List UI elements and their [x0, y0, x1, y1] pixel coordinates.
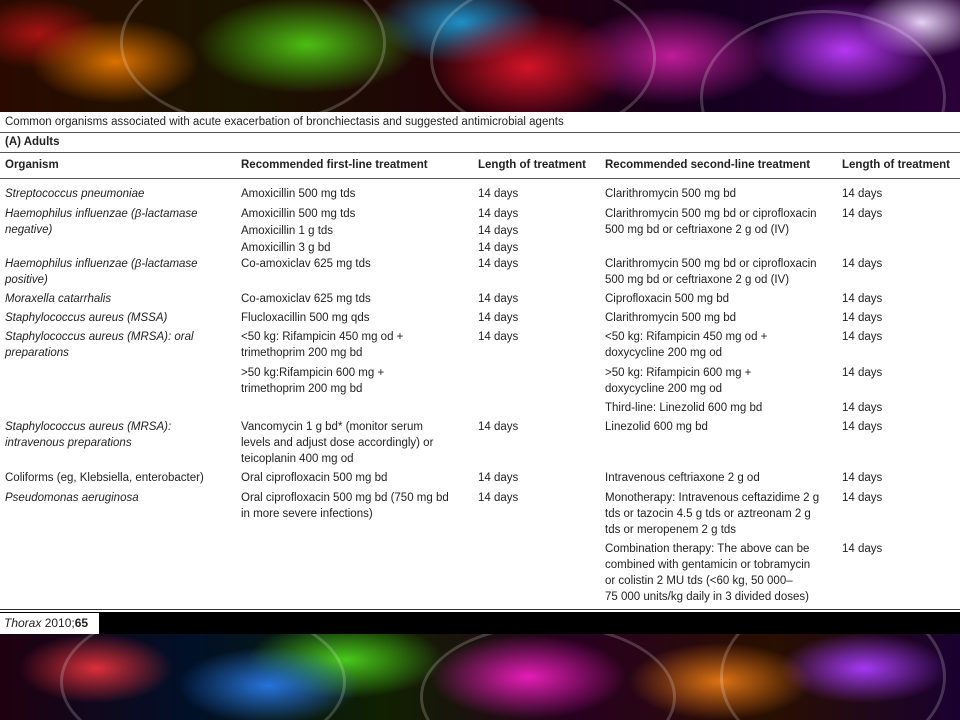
- table-cell-length: 14 days: [478, 312, 519, 324]
- table-cell-first-line: Co-amoxiclav 625 mg tds: [241, 258, 371, 270]
- source-citation: [0, 613, 99, 634]
- table-cell-organism: Staphylococcus aureus (MRSA): intravenous preparations: [5, 421, 172, 449]
- divider: [0, 132, 960, 133]
- table-cell-second-line: Clarithromycin 500 mg bd: [605, 188, 737, 200]
- table-cell-length: 14 days: [842, 312, 883, 324]
- table-cell-length: 14 days: [478, 293, 519, 305]
- decorative-art-top: [0, 0, 960, 112]
- table-cell-length: 14 days: [842, 367, 883, 379]
- divider: [0, 178, 960, 179]
- header-length-1: Length of treatment: [478, 159, 586, 171]
- table-cell-length: 14 days: [478, 258, 519, 270]
- table-cell-organism: Haemophilus influenzae (β-lactamase negative): [5, 208, 198, 236]
- table-cell-first-line: Oral ciprofloxacin 500 mg bd (750 mg bd in more severe infections): [241, 492, 449, 520]
- source-journal: Thorax: [4, 616, 42, 630]
- source-year: 2010;: [44, 616, 75, 630]
- table-cell-organism: Moraxella catarrhalis: [5, 293, 112, 305]
- table-cell-first-line: Flucloxacillin 500 mg qds: [241, 312, 370, 324]
- source-volume: 65: [74, 616, 89, 630]
- header-second-line: Recommended second-line treatment: [605, 159, 811, 171]
- header-first-line: Recommended first-line treatment: [241, 159, 428, 171]
- table-cell-length: 14 days: [842, 293, 883, 305]
- section-heading: (A) Adults: [5, 136, 60, 148]
- table-cell-length: 14 days: [478, 421, 519, 433]
- table-cell-second-line: Ciprofloxacin 500 mg bd: [605, 293, 730, 305]
- table-cell-first-line: Co-amoxiclav 625 mg tds: [241, 293, 371, 305]
- table-cell-length: 14 days: [478, 188, 519, 200]
- table-cell-second-line: Intravenous ceftriaxone 2 g od: [605, 472, 760, 484]
- table-cell-second-line: Clarithromycin 500 mg bd: [605, 312, 737, 324]
- header-length-2: Length of treatment: [842, 159, 950, 171]
- table-cell-second-line: Third-line: Linezolid 600 mg bd: [605, 402, 763, 414]
- table-cell-second-line: <50 kg: Rifampicin 450 mg od + doxycycline 200 mg od: [605, 331, 768, 359]
- table-cell-length: 14 days: [842, 331, 883, 343]
- table-cell-first-line: <50 kg: Rifampicin 450 mg od + trimethoprim 200 mg bd: [241, 331, 404, 359]
- table-cell-length: 14 days: [478, 492, 519, 504]
- table-cell-organism: Haemophilus influenzae (β-lactamase positive): [5, 258, 198, 286]
- table-cell-length: 14 days: [842, 421, 883, 433]
- divider: [0, 152, 960, 153]
- table-cell-length: 14 days: [842, 472, 883, 484]
- table-cell-organism: Staphylococcus aureus (MRSA): oral preparations: [5, 331, 194, 359]
- table-cell-second-line: Clarithromycin 500 mg bd or ciprofloxacin 500 mg bd or ceftriaxone 2 g od (IV): [605, 258, 817, 286]
- table-cell-length: 14 days: [478, 472, 519, 484]
- table-cell-length: 14 days: [842, 492, 883, 504]
- table-cell-length: 14 days: [842, 543, 883, 555]
- table-cell-first-line: Amoxicillin 500 mg tds: [241, 188, 356, 200]
- table-cell-length: 14 days: [478, 331, 519, 343]
- table-cell-length: 14 days 14 days 14 days: [478, 208, 519, 254]
- table-cell-length: 14 days: [842, 402, 883, 414]
- table-cell-organism: Coliforms (eg, Klebsiella, enterobacter): [5, 472, 204, 484]
- antimicrobial-table-document: [0, 112, 960, 612]
- table-bottom-rule: [0, 609, 960, 610]
- header-organism: Organism: [5, 159, 59, 171]
- table-cell-first-line: Amoxicillin 500 mg tds Amoxicillin 1 g tds Amoxicillin 3 g bd: [241, 208, 356, 254]
- table-cell-first-line: >50 kg:Rifampicin 600 mg + trimethoprim 200 mg bd: [241, 367, 385, 395]
- table-cell-organism: Streptococcus pneumoniae: [5, 188, 145, 200]
- table-cell-second-line: Monotherapy: Intravenous ceftazidime 2 g tds or tazocin 4.5 g tds or aztreonam 2 g tds or meropenem 2 g tds: [605, 492, 820, 536]
- table-cell-first-line: Vancomycin 1 g bd* (monitor serum levels and adjust dose accordingly) or teicoplanin 400 mg od: [241, 421, 434, 465]
- table-cell-organism: Pseudomonas aeruginosa: [5, 492, 139, 504]
- table-cell-first-line: Oral ciprofloxacin 500 mg bd: [241, 472, 388, 484]
- table-cell-second-line: Clarithromycin 500 mg bd or ciprofloxacin 500 mg bd or ceftriaxone 2 g od (IV): [605, 208, 817, 236]
- table-cell-second-line: Linezolid 600 mg bd: [605, 421, 708, 433]
- table-cell-second-line: Combination therapy: The above can be combined with gentamicin or tobramycin or colistin 2 MU tds (<60 kg, 50 000– 75 000 units/kg daily in 3 divided doses): [605, 543, 811, 603]
- table-cell-length: 14 days: [842, 208, 883, 220]
- decorative-art-bottom: [0, 634, 960, 720]
- table-cell-length: 14 days: [842, 188, 883, 200]
- table-cell-second-line: >50 kg: Rifampicin 600 mg + doxycycline 200 mg od: [605, 367, 752, 395]
- table-cell-length: 14 days: [842, 258, 883, 270]
- table-cell-organism: Staphylococcus aureus (MSSA): [5, 312, 168, 324]
- table-caption: Common organisms associated with acute exacerbation of bronchiectasis and suggested antimicrobial agents: [5, 116, 564, 128]
